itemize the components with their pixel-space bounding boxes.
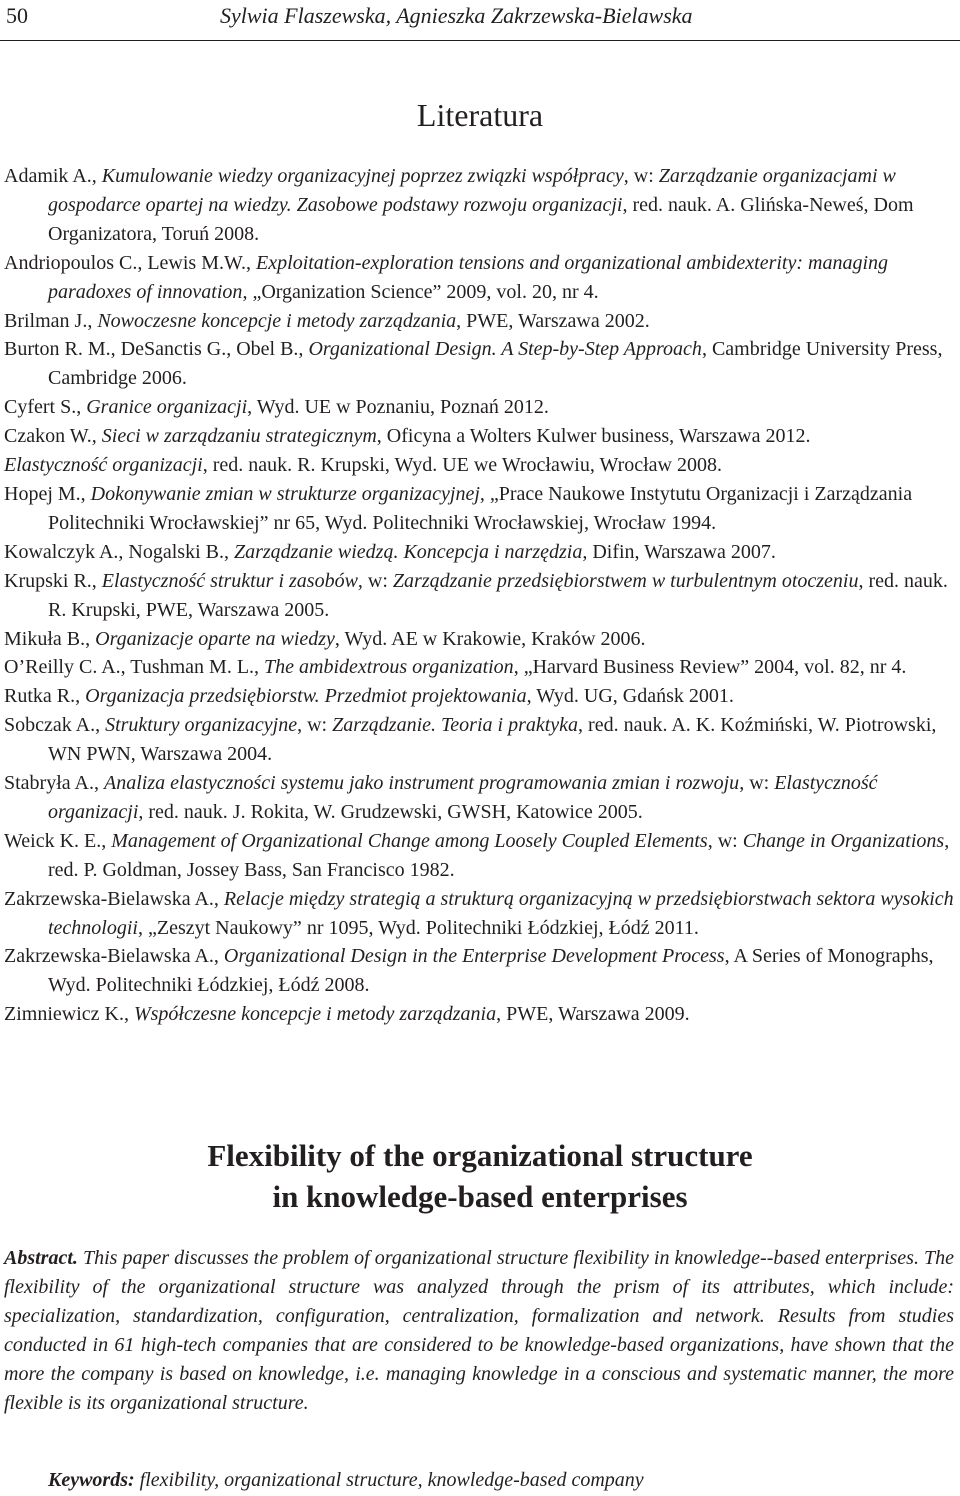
reference-text: , w: <box>297 714 333 737</box>
reference-text: , w: <box>739 772 775 795</box>
reference-text: , PWE, Warszawa 2009. <box>496 1003 690 1026</box>
reference-title: Zarządzanie organizacjami w gospodarce opartej na wiedzy. Zasobowe podstawy rozwoju organizacji <box>48 165 896 216</box>
keywords <box>48 1466 948 1495</box>
reference-text: O’Reilly C. A., Tushman M. L., <box>4 656 265 679</box>
reference-text: , „Zeszyt Naukowy” nr 1095, Wyd. Politechniki Łódzkiej, Łódź 2011. <box>137 916 699 939</box>
reference-title: Zarządzanie przedsiębiorstwem w turbulentnym otoczeniu <box>392 569 859 592</box>
english-title-line-2: in knowledge-based enterprises <box>272 1179 688 1214</box>
reference-title: Elastyczność organizacji <box>4 454 203 477</box>
reference-text: Hopej M., <box>4 482 91 505</box>
reference-text: , Difin, Warszawa 2007. <box>582 540 776 563</box>
reference-entry <box>4 942 954 1000</box>
running-header-authors: Sylwia Flaszewska, Agnieszka Zakrzewska-Bielawska <box>220 3 693 28</box>
reference-text: , „Organization Science” 2009, vol. 20, nr 4. <box>242 280 599 303</box>
reference-text: , Wyd. AE w Krakowie, Kraków 2006. <box>334 627 646 650</box>
reference-entry <box>4 335 954 393</box>
reference-text: , w: <box>707 829 743 852</box>
reference-text: Brilman J., <box>4 309 98 332</box>
reference-text: , w: <box>623 165 659 187</box>
reference-text: , w: <box>357 569 393 592</box>
reference-text: Rutka R., <box>4 685 86 708</box>
reference-text: Stabryła A., <box>4 772 104 795</box>
reference-text: , Oficyna a Wolters Kulwer business, Warszawa 2012. <box>376 425 811 448</box>
keywords-text: flexibility, organizational structure, knowledge-based company <box>134 1469 644 1491</box>
reference-text: , red. nauk. A. Glińska-Neweś, Dom Organizatora, Toruń 2008. <box>48 193 914 245</box>
reference-title: Exploitation-exploration tensions and organizational ambidexterity: managing paradoxes of innovation <box>48 251 889 303</box>
english-title-line-1: Flexibility of the organizational structure <box>207 1138 753 1173</box>
reference-entry <box>4 393 954 422</box>
reference-title: The ambidextrous organization <box>264 656 514 679</box>
reference-title: Granice organizacji <box>86 396 248 419</box>
reference-title: Organizational Design in the Enterprise Development Process <box>223 945 725 968</box>
reference-title: Współczesne koncepcje i metody zarządzania <box>133 1003 497 1026</box>
keywords-label: Keywords: <box>48 1469 135 1491</box>
reference-title: Organizacje oparte na wiedzy <box>95 627 335 650</box>
reference-text: Zimniewicz K., <box>4 1003 134 1026</box>
reference-text: , red. nauk. R. Krupski, PWE, Warszawa 2005. <box>48 569 948 621</box>
reference-title: Management of Organizational Change among Loosely Coupled Elements <box>111 829 708 852</box>
reference-entry <box>4 682 954 711</box>
page-number: 50 <box>6 3 28 28</box>
reference-entry <box>4 307 954 336</box>
reference-title: Dokonywanie zmian w strukturze organizacyjnej <box>90 482 480 505</box>
reference-entry <box>4 422 954 451</box>
reference-text: Cyfert S., <box>4 396 87 419</box>
reference-text: Krupski R., <box>4 569 102 592</box>
reference-text: Weick K. E., <box>4 829 112 852</box>
reference-title: Kumulowanie wiedzy organizacyjnej poprzez związki współpracy <box>101 165 624 187</box>
reference-entry <box>4 249 954 307</box>
abstract <box>4 1244 954 1418</box>
reference-entry <box>4 827 954 885</box>
reference-entry <box>4 538 954 567</box>
reference-text: , red. nauk. J. Rokita, W. Grudzewski, GWSH, Katowice 2005. <box>138 800 643 823</box>
reference-title: Change in Organizations <box>742 829 945 852</box>
running-header <box>0 0 960 41</box>
reference-title: Elastyczność organizacji <box>48 772 878 823</box>
reference-entry <box>4 625 954 654</box>
reference-entry <box>4 711 954 769</box>
reference-text: , „Harvard Business Review” 2004, vol. 82, nr 4. <box>513 656 907 679</box>
reference-text: Czakon W., <box>4 425 102 448</box>
reference-list <box>4 162 954 1029</box>
reference-entry <box>4 1000 954 1029</box>
reference-text: , Wyd. UE w Poznaniu, Poznań 2012. <box>247 396 549 419</box>
reference-text: Zakrzewska-Bielawska A., <box>4 945 224 968</box>
reference-title: Analiza elastyczności systemu jako instrument programowania zmian i rozwoju <box>104 772 740 795</box>
reference-text: , „Prace Naukowe Instytutu Organizacji i Zarządzania Politechniki Wrocławskiej” nr 65, Wyd. Politechniki Wrocławskiej, Wrocław 1994. <box>48 482 913 534</box>
reference-entry <box>4 653 954 682</box>
reference-title: Struktury organizacyjne <box>105 714 298 737</box>
reference-title: Sieci w zarządzaniu strategicznym <box>101 425 377 448</box>
reference-entry <box>4 885 954 943</box>
reference-text: , A Series of Monographs, Wyd. Politechniki Łódzkiej, Łódź 2008. <box>48 945 934 997</box>
reference-text: , Wyd. UG, Gdańsk 2001. <box>526 685 734 708</box>
reference-text: Andriopoulos C., Lewis M.W., <box>4 251 257 274</box>
reference-title: Organizacja przedsiębiorstw. Przedmiot projektowania <box>85 685 527 708</box>
reference-text: , Cambridge University Press, Cambridge 2006. <box>48 338 943 390</box>
reference-title: Organizational Design. A Step-by-Step Approach <box>308 338 702 361</box>
abstract-label: Abstract. <box>4 1247 78 1269</box>
reference-title: Nowoczesne koncepcje i metody zarządzania <box>97 309 457 332</box>
reference-title: Zarządzanie. Teoria i praktyka <box>332 714 579 737</box>
reference-text: Zakrzewska-Bielawska A., <box>4 887 224 910</box>
literature-heading: Literatura <box>416 97 544 133</box>
reference-text: Sobczak A., <box>4 714 106 737</box>
reference-title: Elastyczność struktur i zasobów <box>101 569 358 592</box>
reference-text: , red. P. Goldman, Jossey Bass, San Francisco 1982. <box>48 829 950 881</box>
reference-title: Zarządzanie wiedzą. Koncepcja i narzędzia <box>233 540 583 563</box>
reference-text: Mikuła B., <box>4 627 96 650</box>
reference-entry <box>4 480 954 538</box>
reference-entry <box>4 567 954 625</box>
reference-text: , red. nauk. A. K. Koźmiński, W. Piotrowski, WN PWN, Warszawa 2004. <box>48 714 937 766</box>
reference-entry <box>4 451 954 480</box>
reference-title: Relacje między strategią a strukturą organizacyjną w przedsiębiorstwach sektora wysokich technologii <box>48 887 954 939</box>
reference-text: Kowalczyk A., Nogalski B., <box>4 540 234 563</box>
abstract-text: This paper discusses the problem of organizational structure flexibility in knowledge--based enterprises. The flexibility of the organizational structure was analyzed through the prism of its attributes, which include: specialization, standardization, configuration, centralization, formalization and network. Results from studies conducted in 61 high-tech companies that are considered to be knowledge-based organizations, have shown that the more the company is based on knowledge, i.e. managing knowledge in a conscious and systematic manner, the more flexible is its organizational structure. <box>4 1247 954 1414</box>
reference-text: , red. nauk. R. Krupski, Wyd. UE we Wrocławiu, Wrocław 2008. <box>202 454 722 477</box>
reference-entry <box>4 162 954 249</box>
reference-entry <box>4 769 954 827</box>
reference-text: , PWE, Warszawa 2002. <box>456 309 650 332</box>
reference-text: Burton R. M., DeSanctis G., Obel B., <box>4 338 309 361</box>
english-title <box>0 1135 960 1217</box>
reference-text: Adamik A., <box>4 165 102 187</box>
